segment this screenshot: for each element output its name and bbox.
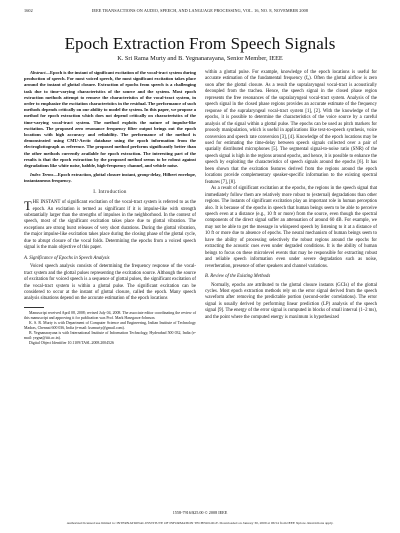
paper-title: Epoch Extraction From Speech Signals [64, 34, 336, 53]
footnote-author2: B. Yegnanarayana is with International Institute of Information Technology, Hyderabad 500 032, India (e-mail: yegna@iiit.ac.in). [24, 331, 196, 341]
intro-text: HE INSTANT of significant excitation of the vocal-tract system is referred to as the epoch. An excitation is termed as significant if it is impulse-like with strength substantially larger than the strengths of impulses in the neighborhood. In the context of speech, most of the significant excitation takes place due to glottal vibration. The exceptions are strong burst releases of very short durations. During the glottal vibration, the major impulse-like excitation takes place during the closing phase of the glottal cycle, due to abrupt closure of the vocal folds. Determining the epochs from a voiced speech signal is the main objective of this paper. [24, 200, 196, 251]
right-paragraph-3: Normally, epochs are attributed to the glottal closure instants (GCIs) of the glottal cycles. Most epoch extraction methods rely on the error signal derived from the speech waveform after removing the predictable portion (second-order correlations). The error signal is usually derived by performing linear prediction (LP) analysis of the speech signal [9]. The energy of the error signal is computed in blocks of small interval (1–2 ms), and the point where the computed energy is maximum is hypothesized [205, 282, 377, 320]
journal-name: IEEE TRANSACTIONS ON AUDIO, SPEECH, AND LANGUAGE PROCESSING, VOL. 16, NO. 8, NOVEMBER 2008 [91, 8, 309, 13]
right-paragraph-1: within a glottal pulse. For example, knowledge of the epoch locations is useful for accurate estimation of the fundamental frequency (f₀). Often the glottal airflow is zero soon after the glottal closure. As a result the supralaryngeal vocal-tract is acoustically decoupled from the trachea. Hence, the speech signal in the closed phase region represents the free resonances of the supralaryngeal vocal-tract system. Analysis of the speech signal in the closed phase regions provides an accurate estimate of the frequency response of the supralaryngeal vocal-tract system [1], [2]. With the knowledge of the epochs, it is possible to determine the characteristics of the voice source by a careful analysis of the signal within a glottal pulse. The epochs can be used as pitch markers for prosody manipulation, which is useful in applications like text-to-speech synthesis, voice conversion and speech rate conversion [3], [4]. Knowledge of the epoch locations may be used for estimating the time-delay between speech signals collected over a pair of spatially distributed microphones [5]. The segmental signal-to-noise ratio (SNR) of the speech signal is high in the regions around epochs, and hence, it is possible to enhance the speech by exploiting the characteristics of speech signals around the epochs [6]. It has been shown that the excitation features derived from the regions around the epoch locations provide complementary speaker-specific information to the existing spectral features [7], [8]. [205, 70, 377, 185]
page-number: 1602 [24, 8, 33, 13]
footnote [24, 311, 196, 347]
subsection-a-paragraph: Voiced speech analysis consists of determining the frequency response of the vocal-tract system and the glottal pulses representing the excitation source. Although the source of excitation for voiced speech is a sequence of glottal pulses, the significant excitation of the vocal-tract system is within a glottal pulse. The significant excitation can be considered to occur at the instant of glottal closure, called the epoch. Many speech analysis situations depend on the accurate estimation of the epoch locations [24, 264, 196, 302]
index-terms [24, 172, 196, 184]
abstract-text: —Epoch is the instant of significant excitation of the vocal-tract system during production of speech. For most voiced speech, the most significant excitation takes place around the instant of glottal closure. Extraction of epochs from speech is a challenging task due to time-varying characteristics of the source and the system. Most epoch extraction methods attempt to remove the characteristics of the vocal-tract system, in order to emphasize the excitation characteristics in the residual. The performance of such methods depends critically on our ability to model the system. In this paper, we propose a method for epoch extraction which does not depend critically on characteristics of the time-varying vocal-tract system. The method exploits the nature of impulse-like excitation. The proposed zero resonance frequency filter output brings out the epoch locations with high accuracy and reliability. The performance of the method is demonstrated using CMU-Arctic database using the epoch information from the electroglottograph as reference. The proposed method performs significantly better than the other methods currently available for epoch extraction. The interesting part of the results is that the epoch extraction by the proposed method seems to be robust against degradations like white noise, babble, high-frequency channel, and vehicle noise. [24, 70, 196, 169]
drop-cap: T [24, 199, 32, 214]
license-notice: Authorized licensed use limited to: INTERNATIONAL INSTITUTE OF INFORMATION TECHNOLOGY. Downloaded on January 30, 2009 at 06:54 from IEEE Xplore. Restrictions apply. [66, 521, 334, 525]
abstract [24, 70, 196, 169]
footnote-manuscript: Manuscript received April 08, 2008; revised July 04, 2008. The associate editor coordinating the review of this manuscript and approving it for publication was Prof. Mark Hasegawa-Johnson. [24, 310, 196, 320]
running-header [24, 8, 376, 16]
left-column [24, 70, 196, 347]
section-heading-introduction: I. Introduction [93, 189, 127, 195]
abstract-label: Abstract [30, 70, 46, 75]
intro-paragraph [24, 200, 196, 252]
footnote-author1: K. S. R. Murty is with Department of Computer Science and Engineering, Indian Institute of Technology Madras, Chennai 600 036, India (e-mail: ksrmurty@gmail.com). [24, 321, 196, 331]
footnote-rule [24, 307, 44, 308]
subsection-heading-b: B. Review of the Existing Methods [205, 274, 271, 280]
index-terms-label: Index Terms [30, 172, 54, 178]
right-column [205, 70, 377, 321]
paper-authors: K. Sri Rama Murty and B. Yegnanarayana, Senior Member, IEEE [117, 55, 283, 62]
subsection-heading-a: A. Significance of Epochs in Speech Analysis [24, 255, 110, 261]
index-terms-text: —Epoch extraction, glottal closure instant, group-delay, Hilbert envelope, instantaneous frequency. [24, 172, 196, 184]
right-paragraph-2: As a result of significant excitation at the epochs, the regions in the speech signal that immediately follow them are relatively more robust to (external) degradations than other regions. The instants of significant excitation play an important role in human perception also. It is because of the epochs in speech that human beings seem to be able to perceive speech even at a distance (e.g., 10 ft or more) from the source, even though the spectral components of the direct signal suffer an attenuation of around 60 dB. For example, we may not be able to get the message in whispered speech by listening to it at a distance of 10 ft or more due to absence of epochs. The neural mechanism of human beings seem to have the ability of processing selectively the robust regions around the epochs for extracting the acoustic cues even under degraded conditions. It is the ability of human beings to focus on these microlevel events that may be responsible for extracting robust and reliable speech information even under severe degradation such as noise, reverberation, presence of other speakers and channel variations. [205, 186, 377, 269]
footnote-doi: Digital Object Identifier 10.1109/TASL.2008.2004526 [29, 341, 114, 346]
issn-footer: 1558-7916/$25.00 © 2008 IEEE [172, 510, 228, 515]
